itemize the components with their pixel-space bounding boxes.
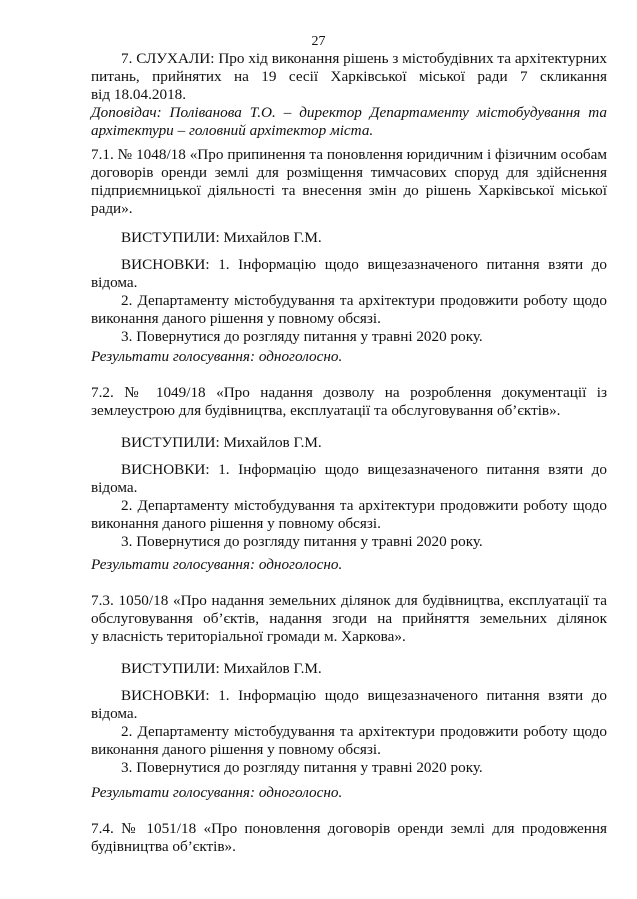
item-title [91, 820, 607, 856]
item-title-line: 7.1. № 1048/18 «Про припинення та поновлення юридичним і фізичним особам [91, 146, 607, 163]
speaker-line: архітектури – головний архітектор міста. [91, 122, 374, 139]
conclusion-line: 3. Повернутися до розгляду питання у травні 2020 року. [121, 328, 483, 345]
speaker-line: Доповідач: Поліванова Т.О. – директор Департаменту містобудування та [91, 104, 607, 121]
item-vote: Результати голосування: одноголосно. [91, 348, 343, 365]
item-title-line: будівництва об’єктів». [91, 838, 236, 855]
conclusion-line: 2. Департаменту містобудування та архітектури продовжити роботу щодо [121, 497, 607, 514]
page-number: 27 [311, 34, 326, 49]
conclusion-line: виконання даного рішення у повному обсязі. [91, 310, 381, 327]
item-speakers: ВИСТУПИЛИ: Михайлов Г.М. [121, 660, 322, 677]
conclusion-line: 2. Департаменту містобудування та архітектури продовжити роботу щодо [121, 723, 607, 740]
conclusion-line: 3. Повернутися до розгляду питання у травні 2020 року. [121, 533, 483, 550]
item-title-line: ради». [91, 200, 133, 217]
item-title-line: обслуговування об’єктів, надання згоди на прийняття земельних ділянок [91, 610, 607, 627]
item-vote: Результати голосування: одноголосно. [91, 784, 343, 801]
item-title [91, 146, 607, 218]
item-conclusions [91, 461, 607, 551]
heard-paragraph [91, 50, 607, 104]
item-title-line: підприємницької діяльності та внесення змін до рішень Харківської міської [91, 182, 607, 199]
item-speakers: ВИСТУПИЛИ: Михайлов Г.М. [121, 229, 322, 246]
conclusion-line: 2. Департаменту містобудування та архітектури продовжити роботу щодо [121, 292, 607, 309]
conclusion-line: відома. [91, 274, 138, 291]
conclusion-line: ВИСНОВКИ: 1. Інформацію щодо вищезазначеного питання взяти до [121, 256, 607, 273]
item-title-line: 7.3. 1050/18 «Про надання земельних ділянок для будівництва, експлуатації та [91, 592, 607, 609]
conclusion-line: ВИСНОВКИ: 1. Інформацію щодо вищезазначеного питання взяти до [121, 461, 607, 478]
heard-line: питань, прийнятих на 19 сесії Харківської міської ради 7 скликання [91, 68, 607, 85]
item-title-line: землеустрою для будівництва, експлуатації та обслуговування об’єктів». [91, 402, 561, 419]
item-title-line: 7.2. № 1049/18 «Про надання дозволу на розроблення документації із [91, 384, 607, 401]
heard-line: від 18.04.2018. [91, 86, 187, 103]
item-conclusions [91, 687, 607, 777]
conclusion-line: ВИСНОВКИ: 1. Інформацію щодо вищезазначеного питання взяти до [121, 687, 607, 704]
item-conclusions [91, 256, 607, 346]
conclusion-line: 3. Повернутися до розгляду питання у травні 2020 року. [121, 759, 483, 776]
conclusion-line: виконання даного рішення у повному обсязі. [91, 515, 381, 532]
conclusion-line: виконання даного рішення у повному обсязі. [91, 741, 381, 758]
item-title-line: 7.4. № 1051/18 «Про поновлення договорів оренди землі для продовження [91, 820, 607, 837]
speaker-paragraph [91, 104, 607, 140]
item-title-line: у власність територіальної громади м. Харкова». [91, 628, 406, 645]
heard-line: 7. СЛУХАЛИ: Про хід виконання рішень з містобудівних та архітектурних [121, 50, 607, 67]
item-title [91, 592, 607, 646]
item-vote: Результати голосування: одноголосно. [91, 556, 343, 573]
item-title-line: договорів оренди землі для розміщення тимчасових споруд для здійснення [91, 164, 607, 181]
item-title [91, 384, 607, 420]
conclusion-line: відома. [91, 705, 138, 722]
item-speakers: ВИСТУПИЛИ: Михайлов Г.М. [121, 434, 322, 451]
conclusion-line: відома. [91, 479, 138, 496]
